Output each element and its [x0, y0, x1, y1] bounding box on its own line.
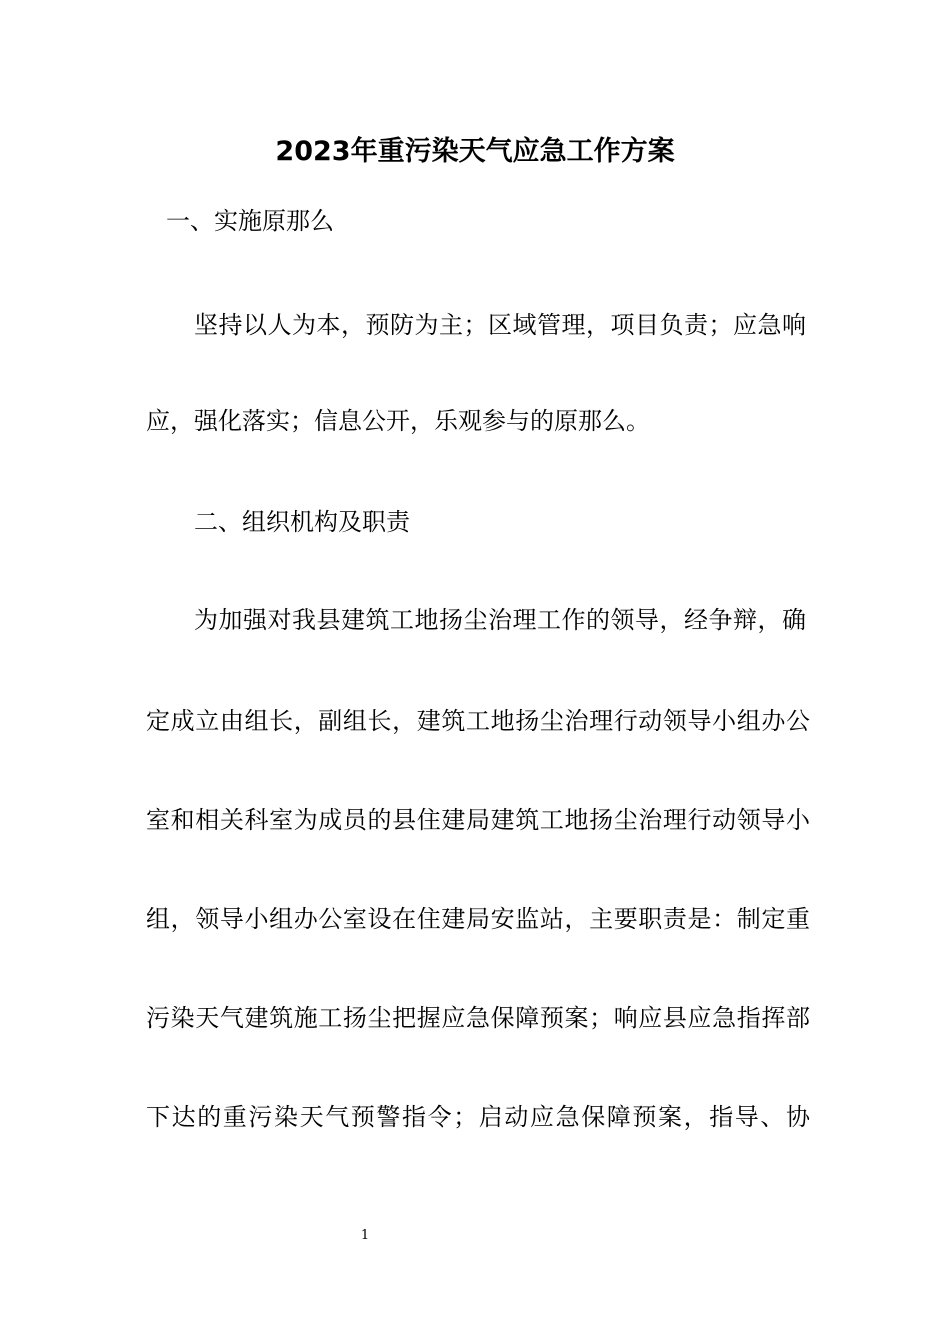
paragraph-line: 坚持以人为本，预防为主；区域管理，项目负责；应急响: [194, 311, 806, 339]
paragraph-line: 定成立由组长，副组长，建筑工地扬尘治理行动领导小组办公: [146, 707, 810, 735]
paragraph-line: 污染天气建筑施工扬尘把握应急保障预案；响应县应急指挥部: [146, 1004, 810, 1032]
paragraph-line: 下达的重污染天气预警指令；启动应急保障预案，指导、协: [146, 1103, 810, 1131]
document-title: 2023年重污染天气应急工作方案: [275, 136, 675, 167]
paragraph-line: 组，领导小组办公室设在住建局安监站，主要职责是：制定重: [146, 905, 810, 933]
paragraph-line: 为加强对我县建筑工地扬尘治理工作的领导，经争辩，确: [194, 606, 806, 634]
paragraph-line: 室和相关科室为成员的县住建局建筑工地扬尘治理行动领导小: [146, 806, 810, 834]
section-heading-organization: 二、组织机构及职责: [194, 508, 410, 536]
page-number: 1: [360, 1228, 370, 1243]
paragraph-line: 应，强化落实；信息公开，乐观参与的原那么。: [146, 407, 650, 435]
section-heading-principles: 一、实施原那么: [166, 207, 334, 235]
